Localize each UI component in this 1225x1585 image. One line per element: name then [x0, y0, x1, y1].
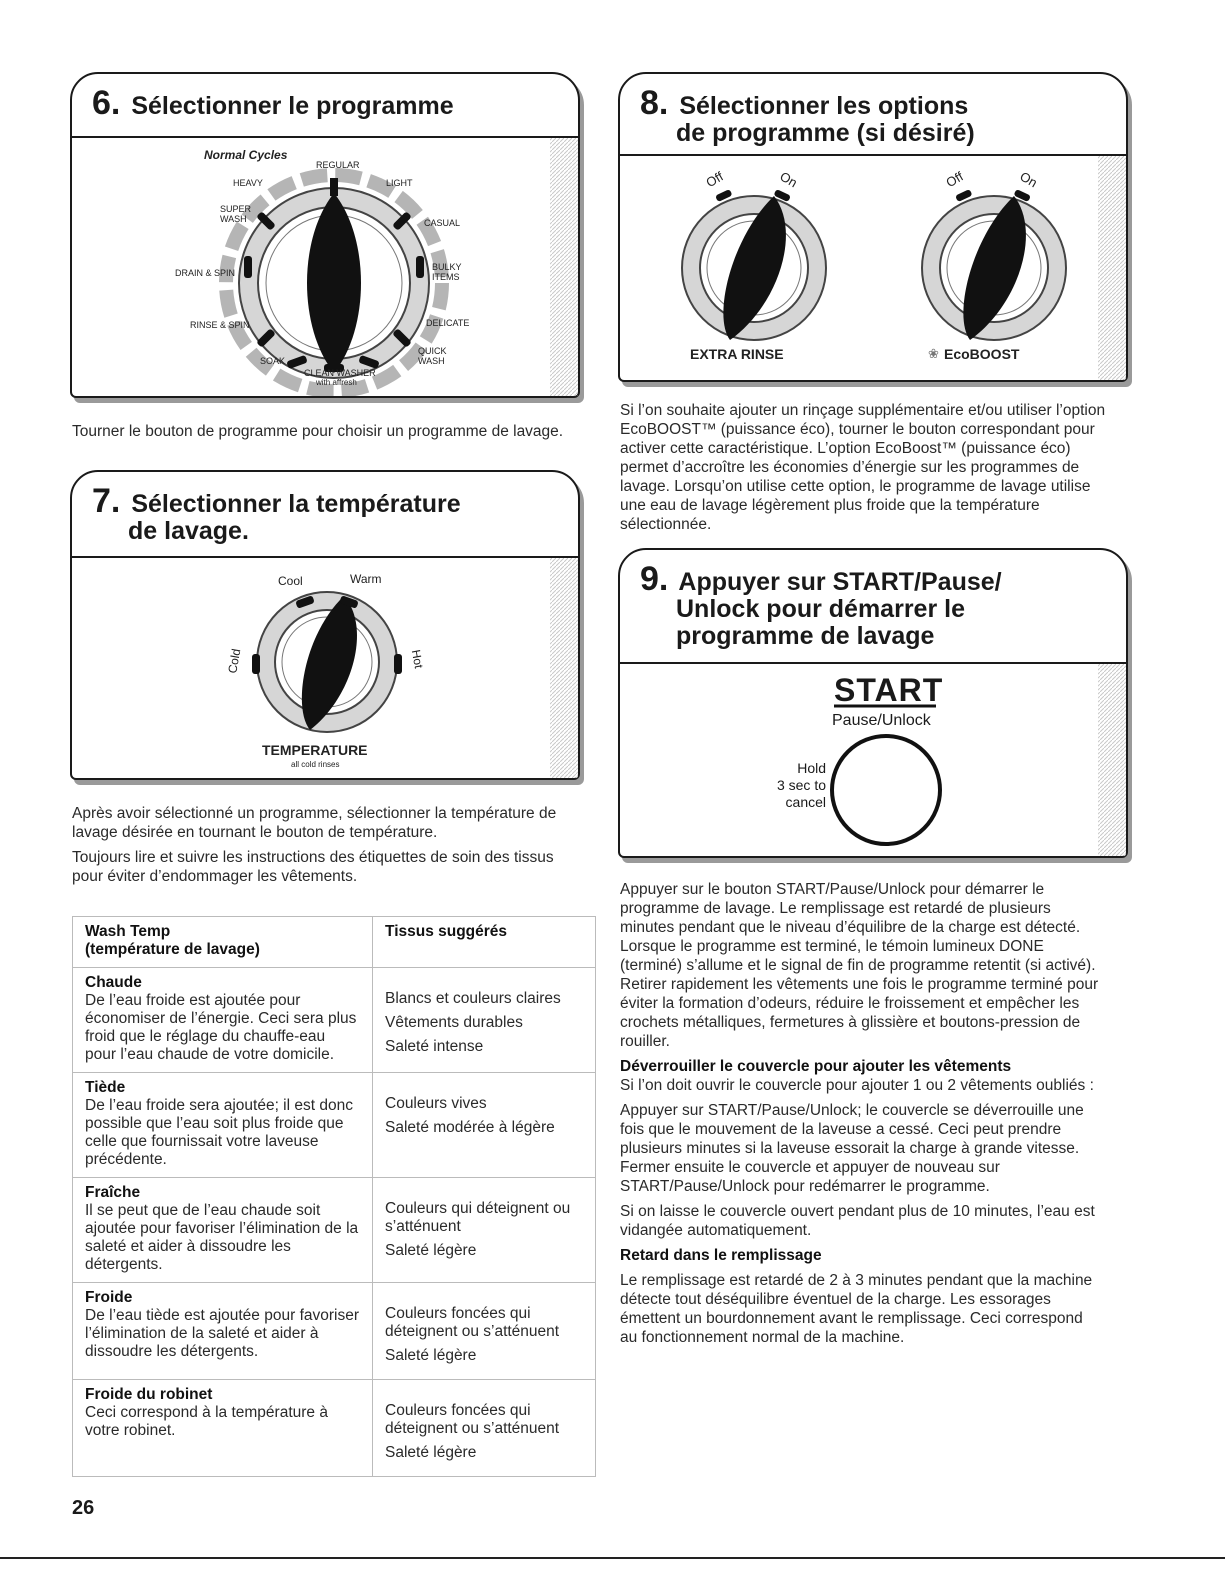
label-cold: Cold	[225, 647, 244, 675]
fabric-item: Saleté légère	[385, 1242, 477, 1259]
section-8-paragraph: Si l’on souhaite ajouter un rinçage supplémentaire et/ou utiliser l’option EcoBOOST™ (puissance éco), tourner le bouton correspondant pour activer cette caractéristique. L’option EcoBoost™ (puissance éco) permet d’accroître les économies d’énergie sur les programmes de lavage. Lorsqu’on utilise cette option, le programme de lavage utilise une eau de lavage légèrement plus froide que la température sélectionnée.	[620, 402, 1106, 533]
bottom-rule	[0, 1557, 1225, 1559]
temp-name: Froide du robinet	[85, 1386, 213, 1403]
page-number: 26	[72, 1497, 95, 1519]
temp-name: Chaude	[85, 974, 142, 991]
table-cell-temp	[73, 1178, 373, 1283]
section-8-title-line2: de programme (si désiré)	[676, 119, 975, 147]
table-header-wash-temp	[73, 917, 373, 968]
table-cell-fabrics	[373, 1178, 596, 1283]
section-9-paragraph-3: Appuyer sur START/Pause/Unlock; le couvercle se déverrouille une fois que le mouvement de la laveuse a cessé. Ceci peut prendre plusieurs minutes si la laveuse essorait la charge à grande vitesse. Fermer ensuite le couvercle et appuyer de nouveau sur START/Pause/Unlock pour redémarrer le programme.	[620, 1102, 1084, 1195]
label-bulky-items: BULKY ITEMS	[432, 262, 462, 282]
section-9-number: 9.	[640, 560, 669, 598]
table-cell-fabrics	[373, 968, 596, 1073]
temperature-sublabel: all cold rinses	[291, 760, 340, 769]
section-6-number: 6.	[92, 84, 121, 122]
section-8-text	[620, 401, 1120, 540]
section-9-title-line2: Unlock pour démarrer le	[676, 595, 965, 623]
section-7-text	[72, 804, 562, 892]
label-on-left: On	[777, 168, 800, 191]
table-row	[73, 968, 596, 1073]
temp-desc: Il se peut que de l’eau chaude soit ajoutée pour favoriser l’élimination de la saleté et aider à dissoudre les détergents.	[85, 1202, 359, 1273]
label-heavy: HEAVY	[233, 178, 263, 188]
table-cell-temp	[73, 1380, 373, 1477]
label-casual: CASUAL	[424, 218, 461, 228]
hold-label-line2: 3 sec to	[776, 777, 826, 793]
section-7-paragraph-2: Toujours lire et suivre les instructions des étiquettes de soin des tissus pour éviter d’endommager les vêtements.	[72, 849, 554, 885]
label-drain-spin: DRAIN & SPIN	[175, 268, 236, 278]
start-label: START	[834, 672, 944, 708]
section-6-paragraph: Tourner le bouton de programme pour choisir un programme de lavage.	[72, 423, 564, 440]
table-cell-temp	[73, 1283, 373, 1380]
label-on-right: On	[1017, 168, 1040, 191]
section-9-subhead-unlock: Déverrouiller le couvercle pour ajouter les vêtements	[620, 1058, 1012, 1075]
fabric-item: Couleurs foncées qui déteignent ou s’atténuent	[385, 1305, 560, 1340]
extra-rinse-dial	[682, 189, 826, 340]
label-light: LIGHT	[386, 178, 413, 188]
section-9-paragraph-5: Le remplissage est retardé de 2 à 3 minutes pendant que la machine détecte tout déséquilibre éventuel de la charge. Les essorages émettent un bourdonnement avant le remplissage. Ceci correspond au fonctionnement normal de la machine.	[620, 1272, 1093, 1346]
section-9-text	[620, 880, 1100, 1353]
section-7-paragraph-1: Après avoir sélectionné un programme, sélectionner la température de lavage désirée en tournant le bouton de température.	[72, 805, 557, 841]
temp-desc: De l’eau froide est ajoutée pour économiser de l’énergie. Ceci sera plus froid que le réglage du chauffe-eau pour l’eau chaude de votre domicile.	[85, 992, 357, 1063]
temp-desc: Ceci correspond à la température à votre robinet.	[85, 1404, 328, 1439]
table-cell-temp	[73, 1073, 373, 1178]
section-8-title-line1: Sélectionner les options	[679, 92, 969, 120]
fabric-item: Saleté légère	[385, 1347, 477, 1364]
extra-rinse-label: EXTRA RINSE	[690, 346, 784, 362]
fabric-item: Couleurs vives	[385, 1095, 487, 1112]
section-7-illustration	[72, 556, 578, 778]
table-cell-fabrics	[373, 1380, 596, 1477]
label-cool: Cool	[278, 574, 303, 588]
fabric-item: Blancs et couleurs claires	[385, 990, 561, 1007]
leaf-icon: ❀	[928, 346, 939, 361]
label-super-wash: SUPER WASH	[220, 204, 252, 224]
fabric-item: Saleté intense	[385, 1038, 484, 1055]
temp-desc: De l’eau froide sera ajoutée; il est donc possible que l’eau soit plus froide que celle que fournissait votre laveuse précédente.	[85, 1097, 353, 1168]
section-9-paragraph-4: Si on laisse le couvercle ouvert pendant plus de 10 minutes, l’eau est vidangée automatiquement.	[620, 1203, 1095, 1239]
label-regular: REGULAR	[316, 160, 360, 170]
section-6-title: Sélectionner le programme	[131, 92, 454, 120]
pause-unlock-label: Pause/Unlock	[832, 712, 931, 729]
section-7-title-line1: Sélectionner la température	[131, 490, 461, 518]
label-off-right: Off	[943, 168, 966, 191]
table-row	[73, 1380, 596, 1477]
hold-label-line3: cancel	[785, 794, 826, 810]
table-row	[73, 1178, 596, 1283]
ecoboost-label: EcoBOOST	[944, 346, 1020, 362]
temp-name: Froide	[85, 1289, 133, 1306]
dial-heading-normal-cycles: Normal Cycles	[204, 148, 288, 162]
temp-desc: De l’eau tiède est ajoutée pour favoriser l’élimination de la saleté et aider à dissoudre les détergents.	[85, 1307, 359, 1360]
section-7-number: 7.	[92, 482, 121, 520]
section-9-illustration	[620, 662, 1126, 856]
label-delicate: DELICATE	[426, 318, 470, 328]
table-cell-temp	[73, 968, 373, 1073]
section-9-title-line1: Appuyer sur START/Pause/	[678, 568, 1002, 596]
label-hot: Hot	[408, 648, 426, 670]
table-row	[73, 1283, 596, 1380]
table-header-wash-temp-line1: Wash Temp	[85, 923, 171, 940]
fabric-item: Couleurs qui déteignent ou s’atténuent	[385, 1200, 571, 1235]
label-with-affresh: with affresh	[316, 378, 357, 387]
table-header-row	[73, 917, 596, 968]
label-off-left: Off	[703, 168, 726, 191]
table-cell-fabrics	[373, 1283, 596, 1380]
label-warm: Warm	[350, 572, 382, 586]
fabric-item: Saleté modérée à légère	[385, 1119, 555, 1136]
section-6-panel	[70, 72, 580, 398]
section-9-panel	[618, 548, 1128, 858]
section-9-title-line3: programme de lavage	[676, 622, 935, 650]
table-header-wash-temp-line2: (température de lavage)	[85, 941, 260, 958]
temp-name: Fraîche	[85, 1184, 141, 1201]
label-quick-wash: QUICK WASH	[418, 346, 447, 366]
section-9-paragraph-1: Appuyer sur le bouton START/Pause/Unlock pour démarrer le programme de lavage. Le remplissage est retardé de plusieurs minutes pendant que le niveau d’équilibre de la charge est détecté. Lorsque le programme est terminé, le témoin lumineux DONE (terminé) s’allume et le signal de fin de programme retentit (si activé). Retirer rapidement les vêtements une fois le programme terminé pour éviter la formation d’odeurs, réduire le froissement et empêcher les crochets métalliques, fermetures à glissière et boutons-pression de rouiller.	[620, 881, 1099, 1050]
table-cell-fabrics	[373, 1073, 596, 1178]
wash-temp-table	[72, 916, 596, 1477]
temp-name: Tiède	[85, 1079, 126, 1096]
ecoboost-dial	[922, 189, 1066, 340]
fabric-item: Couleurs foncées qui déteignent ou s’atténuent	[385, 1402, 560, 1437]
table-row	[73, 1073, 596, 1178]
label-clean-washer: CLEAN WASHER	[304, 368, 376, 378]
fabric-item: Vêtements durables	[385, 1014, 523, 1031]
section-7-panel	[70, 470, 580, 780]
section-6-illustration	[72, 136, 578, 396]
fabric-item: Saleté légère	[385, 1444, 477, 1461]
label-soak: SOAK	[260, 356, 286, 366]
section-9-paragraph-2: Si l’on doit ouvrir le couvercle pour ajouter 1 ou 2 vêtements oubliés :	[620, 1077, 1094, 1094]
table-header-fabrics: Tissus suggérés	[373, 917, 596, 968]
temperature-label: TEMPERATURE	[262, 742, 368, 758]
section-7-title-line2: de lavage.	[128, 517, 249, 545]
section-9-subhead-delay: Retard dans le remplissage	[620, 1247, 822, 1264]
section-6-text	[72, 422, 572, 447]
hold-label-line1: Hold	[797, 760, 826, 776]
section-8-number: 8.	[640, 84, 669, 122]
section-8-illustration	[620, 154, 1126, 380]
label-rinse-spin: RINSE & SPIN	[190, 320, 250, 330]
cycle-dial-graphic	[72, 138, 578, 396]
section-8-panel	[618, 72, 1128, 382]
